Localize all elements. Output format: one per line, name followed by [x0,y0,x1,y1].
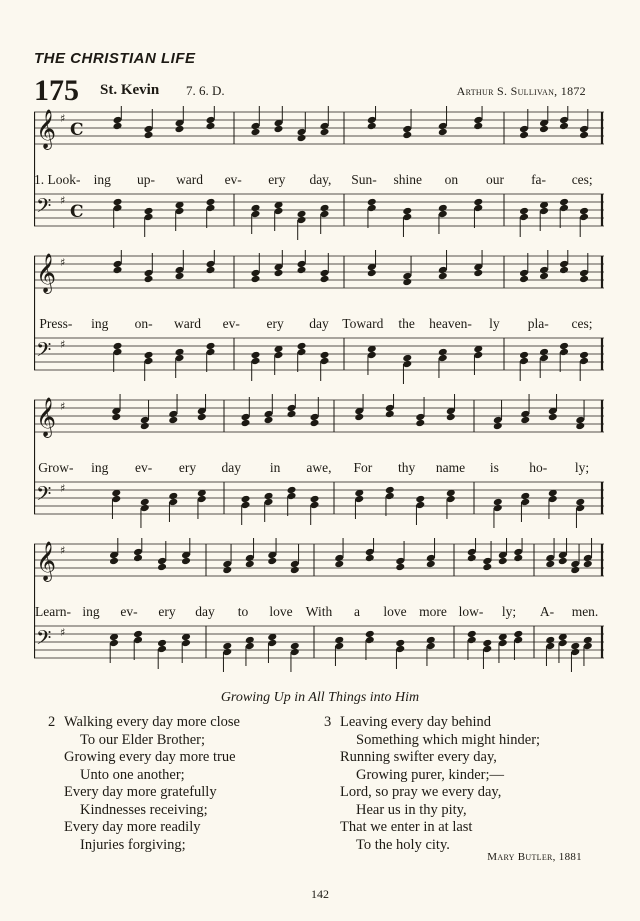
note-head [241,419,251,428]
verse-3 [324,714,541,854]
lyric-syllable: more [419,604,447,619]
lyric-syllable: ing [91,460,109,475]
tune-name: St. Kevin [100,82,160,98]
key-signature-sharp-icon: ♯ [60,626,66,639]
bass-clef-icon: 𝄢 [36,482,52,510]
note-head [579,131,589,140]
lyric-syllable: day [309,316,329,331]
lyric-line [34,460,604,476]
note-head [133,554,143,563]
note-head [197,413,207,422]
note-head [473,269,483,278]
lyric-syllable: ing [91,316,109,331]
note-head [467,554,477,563]
note-head [575,422,585,431]
music-system-2 [34,250,604,398]
note-head [251,275,261,284]
note-head [446,413,456,422]
author: Mary Butler, 1881 [487,851,582,863]
meter: 7. 6. D. [186,83,225,98]
lyric-syllable: heaven- [429,316,472,331]
verse-line: To the holy city. [356,836,450,853]
verse-line: To our Elder Brother; [80,731,206,748]
lyric-syllable: day [221,460,242,475]
verse-line: Unto one another; [80,766,185,783]
verse-line: Leaving every day behind [340,714,491,730]
note-head [175,125,185,134]
lyric-syllable: ery [268,172,286,187]
time-signature-icon: C [70,120,84,140]
lyric-syllable: fa- [531,172,547,187]
lyric-syllable: ev- [222,316,240,331]
verse-line: That we enter in at last [340,819,473,835]
lyric-syllable: 1. Look- [34,172,81,187]
lyric-syllable: ev- [134,460,153,475]
note-head [520,416,530,425]
lyric-syllable: Learn- [35,604,71,619]
section-title: THE CHRISTIAN LIFE [34,50,196,67]
lyric-syllable: ward [173,316,201,331]
note-head [545,560,555,569]
lyric-syllable: ly; [501,604,517,619]
key-signature-sharp-icon: ♯ [60,338,66,351]
lyric-syllable: Grow- [38,460,74,475]
lyric-syllable: Press- [39,316,73,331]
lyric-syllable: ery [158,604,176,619]
lyric-syllable: Toward [342,316,384,331]
note-head [290,566,300,575]
lyric-syllable: low- [458,604,484,619]
note-head [297,266,307,275]
lyric-syllable: ces; [571,316,593,331]
verse-number: 3 [324,714,332,730]
note-head [402,278,412,287]
verse-line: Every day more gratefully [64,784,217,800]
note-head [548,413,558,422]
lyric-syllable: ward [176,172,204,187]
treble-clef-icon: 𝄞 [36,109,57,149]
note-head [426,560,436,569]
lyric-syllable: love [269,604,293,619]
lyric-syllable: pla- [527,316,549,331]
note-head [109,557,119,566]
note-head [402,131,412,140]
verse-line: Something which might hinder; [356,731,541,748]
verse-line: Every day more readily [64,819,201,835]
bass-clef-icon: 𝄢 [36,338,52,366]
note-head [206,266,216,275]
note-head [570,566,580,575]
note-head [175,272,185,281]
note-head [438,272,448,281]
note-head [579,275,589,284]
note-head [320,128,330,137]
verse-number: 2 [48,714,56,730]
note-head [181,557,191,566]
lyric-syllable: name [435,460,466,475]
key-signature-sharp-icon: ♯ [60,544,66,557]
note-head [320,275,330,284]
note-head [297,134,307,143]
key-signature-sharp-icon: ♯ [60,400,66,413]
lyric-line [34,604,604,620]
note-head [365,554,375,563]
lyric-syllable: ing [82,604,100,619]
bass-clef-icon: 𝄢 [36,194,52,222]
lyric-syllable: ing [93,172,111,187]
music-system-3 [34,394,604,542]
note-head [395,563,405,572]
lyric-syllable: With [305,604,333,619]
lyric-syllable: day [195,604,215,619]
lyric-syllable: ly [489,316,500,331]
lyric-syllable: ly; [574,460,590,475]
note-head [415,419,425,428]
lyric-syllable: in [269,460,281,475]
verse-line: Growing purer, kinder;— [356,766,505,783]
note-head [264,416,274,425]
lyric-syllable: is [489,460,499,475]
note-head [493,422,503,431]
note-head [558,557,568,566]
note-head [583,560,593,569]
hymn-number: 175 [34,74,79,107]
note-head [559,266,569,275]
note-head [111,413,121,422]
note-head [334,560,344,569]
lyric-syllable: men. [571,604,599,619]
note-head [539,272,549,281]
time-signature-icon: C [70,202,84,222]
lyric-syllable: the [398,316,415,331]
key-signature-sharp-icon: ♯ [60,194,66,207]
note-head [251,128,261,137]
composer: Arthur S. Sullivan, 1872 [456,84,586,98]
treble-clef-icon: 𝄞 [36,541,57,581]
lyric-line [34,316,604,332]
note-head [113,266,123,275]
verse-line: Hear us in thy pity, [356,801,467,818]
note-head [513,554,523,563]
verse-line: Running swifter every day, [340,749,497,765]
note-head [113,122,123,131]
note-head [206,122,216,131]
music-system-1 [34,106,604,254]
note-head [498,557,508,566]
lyric-syllable: Sun- [351,172,377,187]
treble-clef-icon: 𝄞 [36,253,57,293]
lyric-syllable: day, [309,172,332,187]
verse-line: Lord, so pray we every day, [340,784,502,800]
note-head [140,422,150,431]
key-signature-sharp-icon: ♯ [60,482,66,495]
note-head [274,269,284,278]
key-signature-sharp-icon: ♯ [60,112,66,125]
note-head [267,557,277,566]
lyric-syllable: ev- [120,604,138,619]
verse-line: Growing every day more true [64,749,236,765]
note-head [168,416,178,425]
verse-line: Walking every day more close [64,714,240,730]
note-head [367,269,377,278]
note-head [385,410,395,419]
lyric-syllable: ery [178,460,197,475]
lyric-syllable: up- [136,172,155,187]
lyric-syllable: on- [134,316,153,331]
note-head [539,125,549,134]
note-head [144,275,154,284]
treble-clef-icon: 𝄞 [36,397,57,437]
note-head [287,410,297,419]
lyric-syllable: For [353,460,373,475]
key-signature-sharp-icon: ♯ [60,256,66,269]
verse-line: Injuries forgiving; [80,836,186,853]
lyric-syllable: A- [539,604,555,619]
note-head [482,563,492,572]
lyric-syllable: thy [398,460,416,475]
page-number: 142 [311,887,329,901]
note-head [274,125,284,134]
note-head [559,122,569,131]
note-head [245,560,255,569]
note-head [519,275,529,284]
lyric-syllable: ho- [529,460,548,475]
note-head [519,131,529,140]
note-head [367,122,377,131]
lyric-syllable: ces; [571,172,593,187]
bass-clef-icon: 𝄢 [36,626,52,654]
verse-line: Kindnesses receiving; [80,801,208,818]
note-head [473,122,483,131]
note-head [354,413,364,422]
lyric-syllable: shine [393,172,422,187]
hymn-subtitle: Growing Up in All Things into Him [220,690,420,705]
note-head [157,563,167,572]
lyric-syllable: to [237,604,249,619]
lyric-syllable: love [383,604,407,619]
lyric-syllable: ev- [224,172,242,187]
lyric-syllable: our [485,172,504,187]
note-head [438,128,448,137]
lyric-syllable: ery [266,316,284,331]
note-head [222,566,232,575]
verse-2 [48,714,240,854]
note-head [144,131,154,140]
note-head [310,419,320,428]
lyric-syllable: a [354,604,360,619]
lyric-syllable: on [444,172,459,187]
lyric-line [34,172,604,188]
music-system-4 [34,538,604,686]
hymn-header [34,76,586,106]
lyric-syllable: awe, [306,460,332,475]
